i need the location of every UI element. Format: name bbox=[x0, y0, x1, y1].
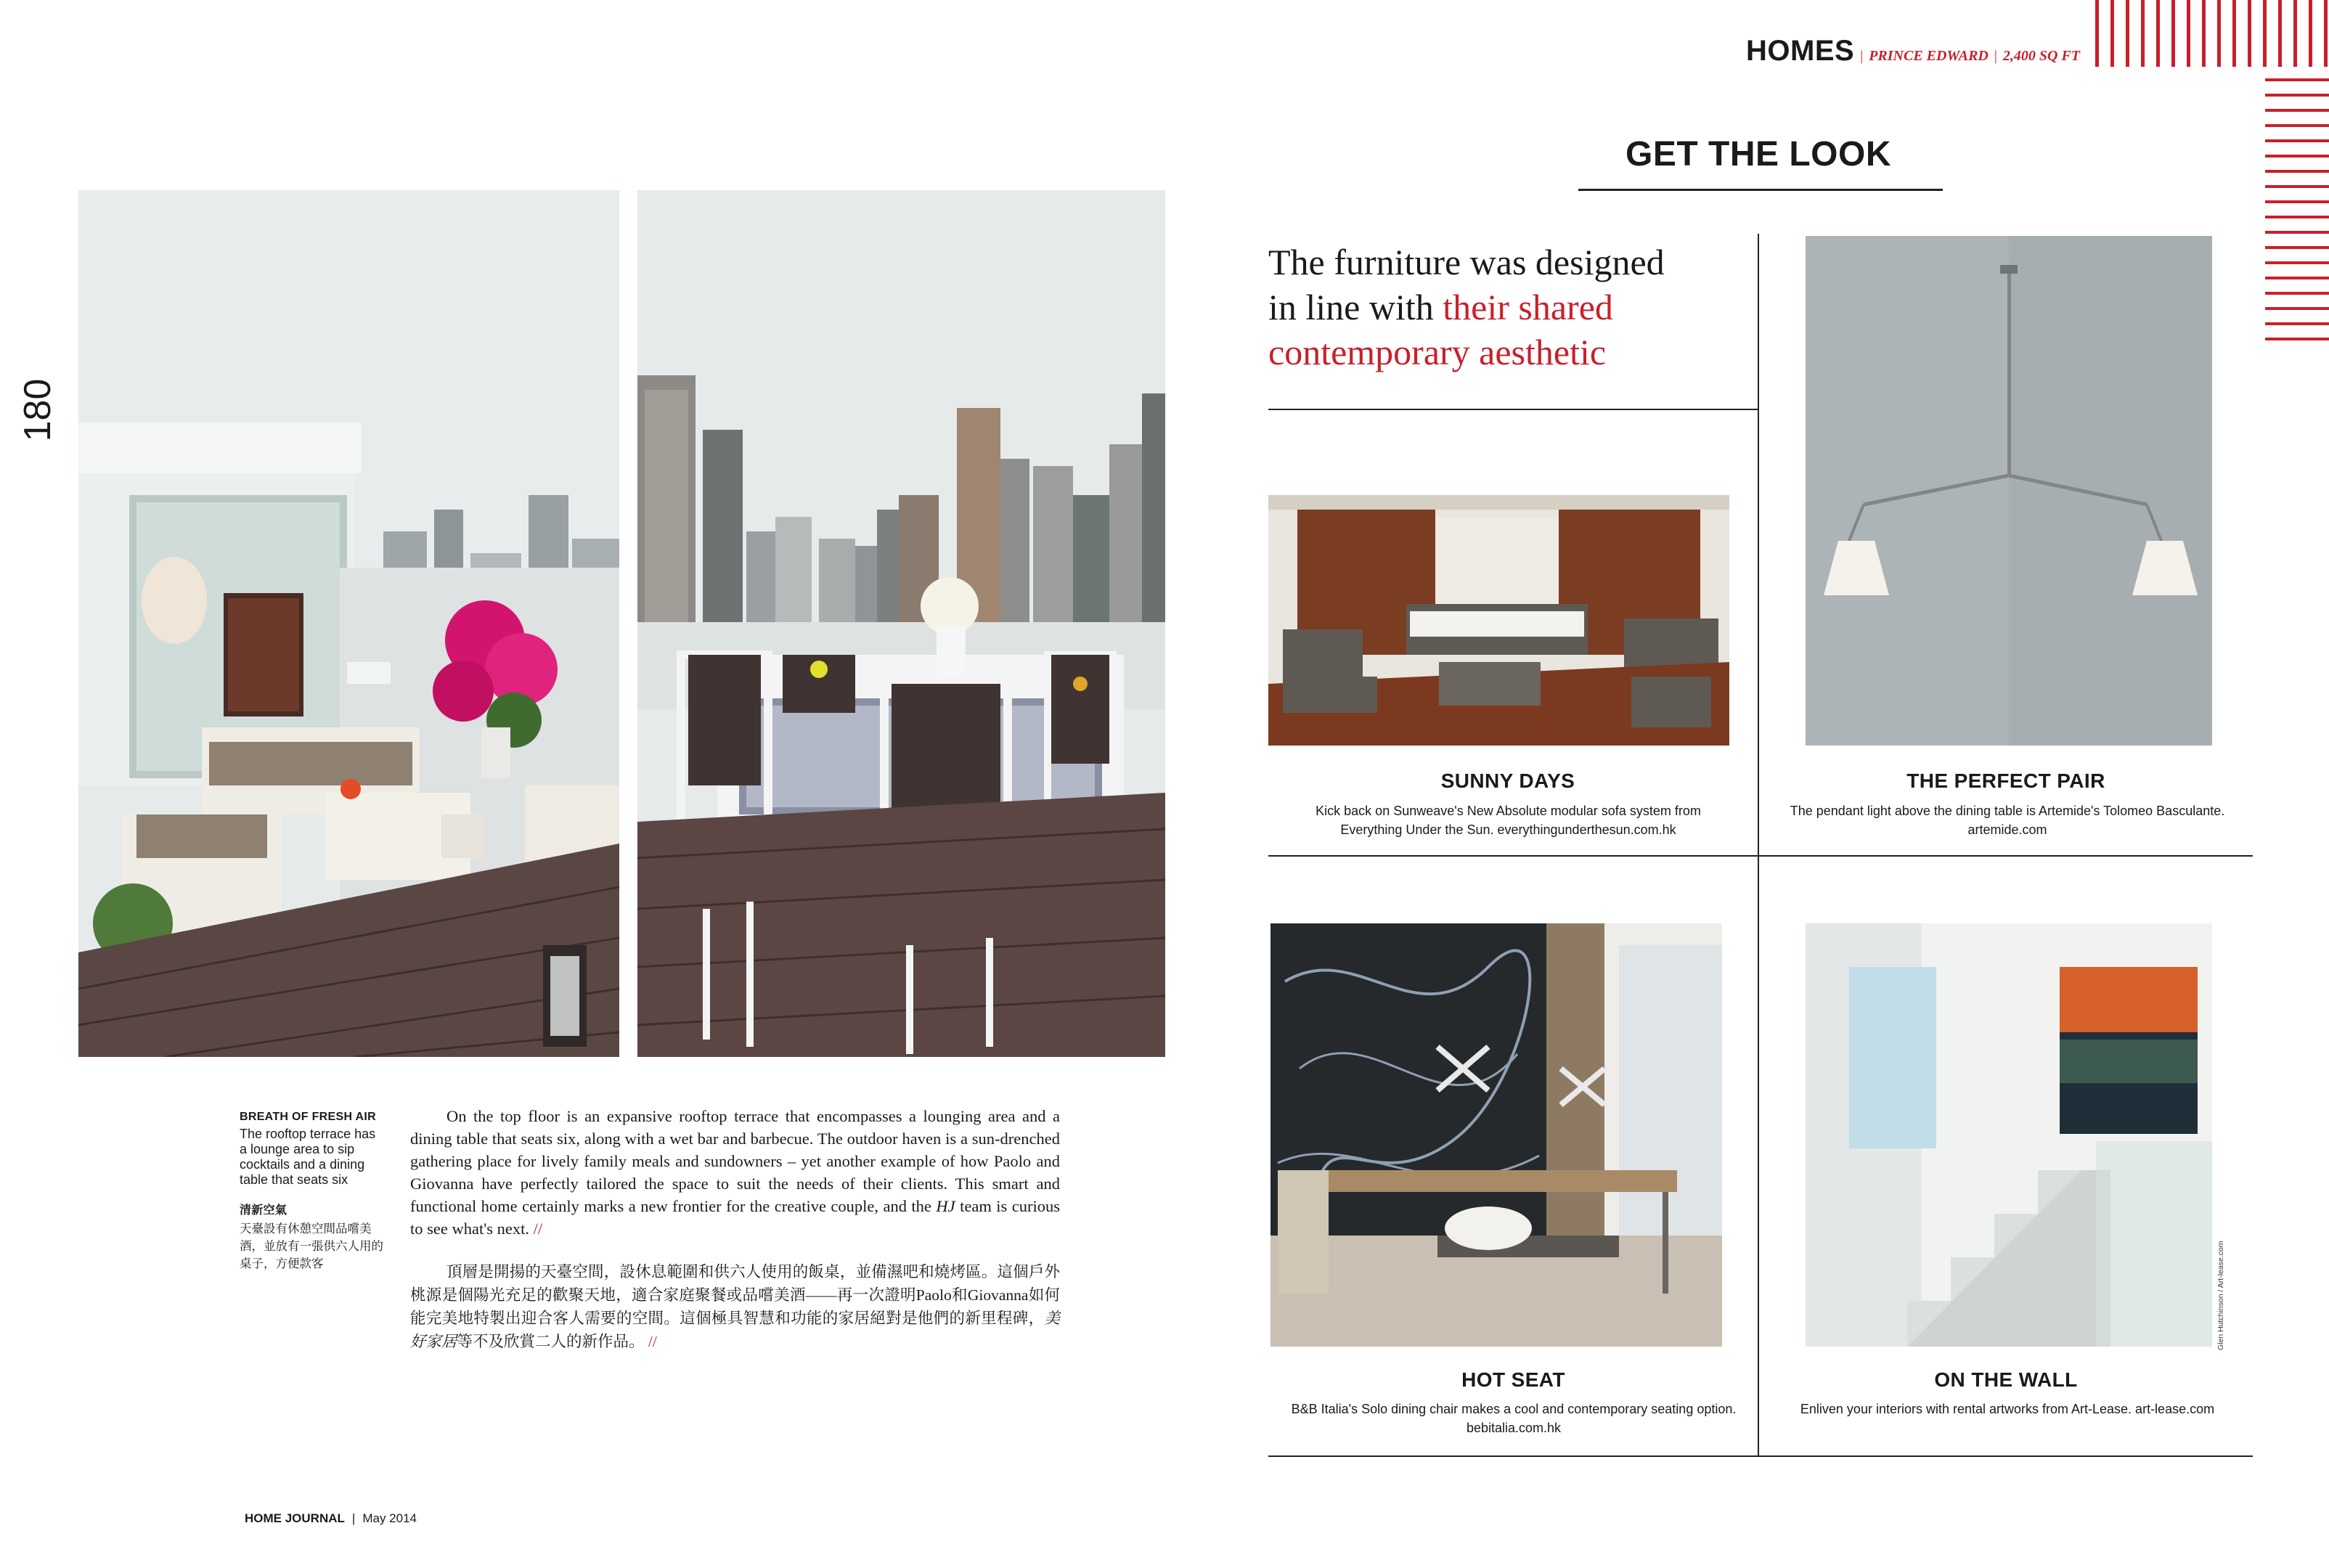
article-body bbox=[410, 1105, 1060, 1353]
running-header bbox=[1746, 35, 2080, 71]
footer-date: May 2014 bbox=[362, 1511, 417, 1525]
grid-vertical-rule bbox=[1758, 234, 1759, 1457]
product-title-sunny-days: SUNNY DAYS bbox=[1440, 769, 1575, 792]
sunny-days-photo bbox=[1268, 495, 1729, 746]
product-title-perfect-pair: THE PERFECT PAIR bbox=[1906, 769, 2105, 792]
end-mark: // bbox=[533, 1220, 543, 1238]
page-number: 180 bbox=[17, 378, 59, 442]
perfect-pair-photo bbox=[1806, 236, 2212, 746]
grid-rule-bottom bbox=[1268, 1455, 2253, 1457]
header-separator: | bbox=[1860, 48, 1864, 64]
page-footer bbox=[245, 1511, 417, 1526]
grid-rule-top bbox=[1268, 409, 1758, 410]
photo-caption bbox=[240, 1111, 385, 1273]
caption-title: BREATH OF FRESH AIR bbox=[240, 1111, 376, 1123]
grid-rule-middle-left bbox=[1268, 855, 1758, 857]
decorative-vertical-bars bbox=[2095, 0, 2329, 67]
product-text-perfect-pair: The pendant light above the dining table is Artemide's Tolomeo Basculante. artemide.com bbox=[1790, 804, 2225, 837]
terrace-lounge-photo bbox=[78, 190, 619, 1057]
get-the-look-title: GET THE LOOK bbox=[1626, 135, 1891, 173]
article-paragraph-chinese: 頂層是開揚的天臺空間，設休息範圍和供六人使用的飯桌，並備濕吧和燒烤區。這個戶外桃源是個陽光充足的歡聚天地，適合家庭聚餐或品嚐美酒——再一次證明Paolo和Giovanna如何能完美地特製出迎合客人需要的空間。這個極具智慧和功能的家居絕對是他們的新里程碑，美好家居等不及欣賞二人的新作品。 // bbox=[410, 1263, 1060, 1350]
title-underline bbox=[1578, 189, 1943, 191]
footer-magazine: HOME JOURNAL bbox=[245, 1511, 345, 1525]
product-text-on-the-wall: Enliven your interiors with rental artworks from Art-Lease. art-lease.com bbox=[1800, 1402, 2215, 1416]
header-size: 2,400 SQ FT bbox=[2002, 48, 2081, 64]
hot-seat-photo bbox=[1270, 923, 1722, 1347]
product-title-hot-seat: HOT SEAT bbox=[1461, 1368, 1565, 1391]
end-mark-chinese: // bbox=[648, 1333, 657, 1350]
terrace-dining-photo bbox=[637, 190, 1165, 1057]
section-label: HOMES bbox=[1746, 35, 1855, 67]
caption-chinese-title: 清新空氣 bbox=[240, 1204, 287, 1217]
caption-chinese: 天臺設有休憩空間品嚐美酒，並放有一張供六人用的桌子，方便款客 bbox=[240, 1222, 383, 1270]
header-separator-2: | bbox=[1994, 48, 1997, 64]
decorative-horizontal-bars bbox=[2265, 78, 2329, 347]
article-paragraph-english: On the top floor is an expansive rooftop terrace that encompasses a lounging area and a dining table that seats six, along with a wet bar and barbecue. The outdoor haven is a sun-drenched gathering place for lively family meals and sundowners – yet another example of how Paolo and Giovanna have perfectly tailored the space to suit the needs of their clients. This smart and functional home certainly marks a new frontier for the creative couple, and the HJ team is curious to see what's next. // bbox=[410, 1107, 1060, 1238]
on-the-wall-photo bbox=[1806, 923, 2212, 1347]
caption-english: The rooftop terrace has a lounge area to sip cocktails and a dining table that seats six bbox=[240, 1127, 376, 1187]
product-text-sunny-days: Kick back on Sunweave's New Absolute modular sofa system from Everything Under the Sun. everythingunderthesun.com.hk bbox=[1316, 804, 1701, 837]
product-title-on-the-wall: ON THE WALL bbox=[1934, 1368, 2078, 1391]
product-text-hot-seat: B&B Italia's Solo dining chair makes a cool and contemporary seating option. bebitalia.com.hk bbox=[1291, 1402, 1737, 1435]
grid-rule-middle-right bbox=[1759, 855, 2253, 857]
photo-credit: Glen Hutchinson / Art-lease.com bbox=[2216, 1241, 2225, 1350]
header-location: PRINCE EDWARD bbox=[1869, 48, 1989, 64]
footer-separator: | bbox=[351, 1511, 356, 1525]
lead-statement: The furniture was designed in line with their shared contemporary aesthetic bbox=[1268, 242, 1665, 372]
